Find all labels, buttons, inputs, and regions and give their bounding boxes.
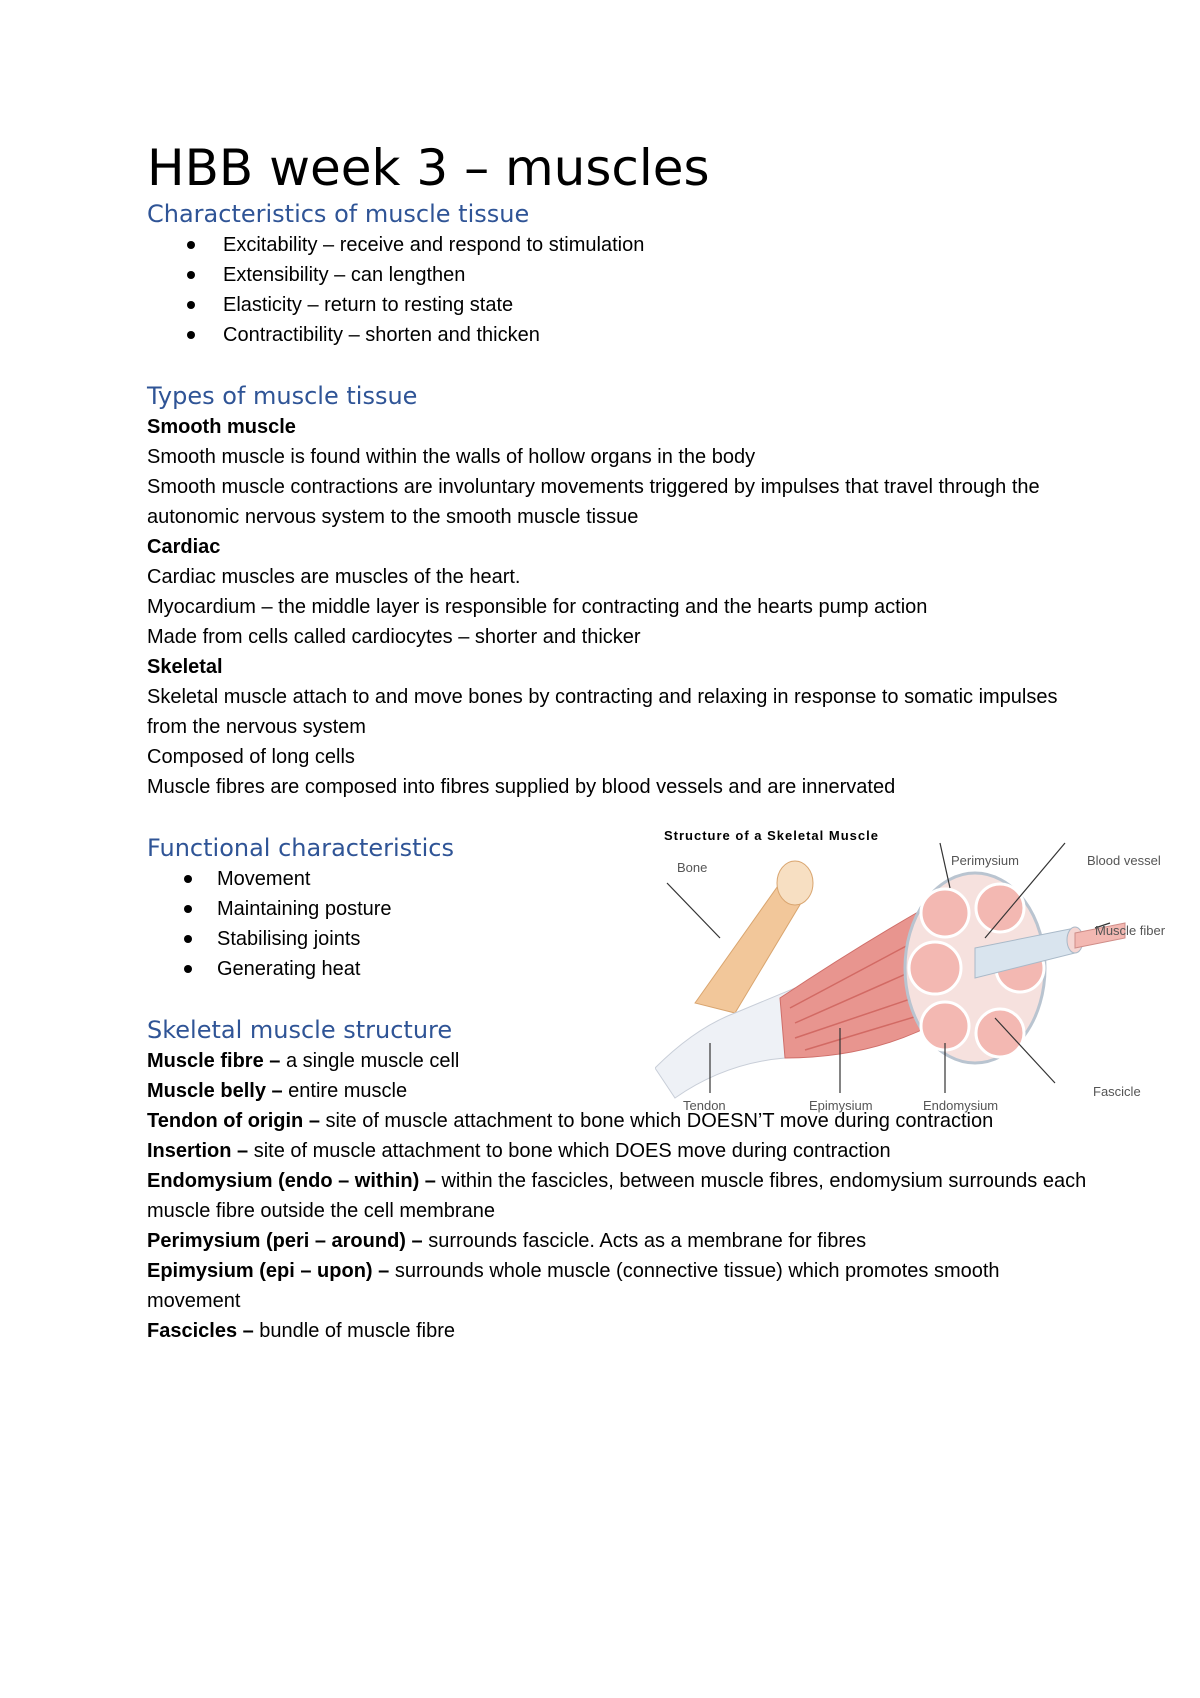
- figure-title: Structure of a Skeletal Muscle: [664, 828, 879, 843]
- skeletal-label: Skeletal: [147, 656, 223, 678]
- definition: surrounds whole muscle (connective tissue) which promotes smooth movement: [147, 1260, 1000, 1312]
- label-fascicle: Fascicle: [1093, 1084, 1141, 1099]
- term: Perimysium (peri – around) –: [147, 1230, 423, 1252]
- definition: bundle of muscle fibre: [253, 1320, 455, 1342]
- paragraph: Made from cells called cardiocytes – shorter and thicker: [147, 626, 641, 648]
- term-line: [147, 1166, 1087, 1226]
- term: Epimysium (epi – upon) –: [147, 1260, 390, 1282]
- muscle-illustration: [655, 828, 1175, 1118]
- term: Endomysium (endo – within) –: [147, 1170, 436, 1192]
- list-item: Contractibility – shorten and thicken: [147, 320, 1087, 350]
- bone-end: [777, 861, 813, 905]
- term: Fascicles –: [147, 1320, 254, 1342]
- term-line: [147, 1046, 717, 1076]
- definition: within the fascicles, between muscle fibres, endomysium surrounds each muscle fibre outside the cell membrane: [147, 1170, 1087, 1222]
- paragraph: Myocardium – the middle layer is responsible for contracting and the hearts pump action: [147, 596, 928, 618]
- term-line: [147, 1076, 717, 1106]
- muscle-structure-figure: [655, 828, 1175, 1118]
- characteristics-heading: Characteristics of muscle tissue: [147, 200, 530, 228]
- label-epimysium: Epimysium: [809, 1098, 873, 1113]
- types-section: [147, 412, 1087, 802]
- structure-section-full: [147, 1106, 1087, 1346]
- term-line: [147, 1256, 1087, 1316]
- structure-section: [147, 1046, 717, 1106]
- paragraph: Cardiac muscles are muscles of the heart.: [147, 566, 521, 588]
- functional-heading: Functional characteristics: [147, 834, 454, 862]
- list-item: Extensibility – can lengthen: [147, 260, 1087, 290]
- definition: site of muscle attachment to bone which DOES move during contraction: [248, 1140, 891, 1162]
- term-line: [147, 1136, 1087, 1166]
- term: Tendon of origin –: [147, 1110, 320, 1132]
- term-line: [147, 1316, 1087, 1346]
- list-item: Movement: [147, 864, 1087, 894]
- smooth-label: Smooth muscle: [147, 416, 296, 438]
- list-item: Maintaining posture: [147, 894, 1087, 924]
- label-blood-vessel: Blood vessel: [1087, 853, 1161, 868]
- paragraph: Smooth muscle is found within the walls of hollow organs in the body: [147, 446, 756, 468]
- structure-heading: Skeletal muscle structure: [147, 1016, 453, 1044]
- cardiac-label: Cardiac: [147, 536, 221, 558]
- label-perimysium: Perimysium: [951, 853, 1019, 868]
- list-item: Elasticity – return to resting state: [147, 290, 1087, 320]
- definition: surrounds fascicle. Acts as a membrane for fibres: [422, 1230, 867, 1252]
- term: Muscle belly –: [147, 1080, 283, 1102]
- types-heading: Types of muscle tissue: [147, 382, 418, 410]
- definition: site of muscle attachment to bone which DOESN’T move during contraction: [319, 1110, 994, 1132]
- list-item: Generating heat: [147, 954, 1087, 984]
- paragraph: Smooth muscle contractions are involuntary movements triggered by impulses that travel through the autonomic nervous system to the smooth muscle tissue: [147, 476, 1040, 528]
- list-item: Excitability – receive and respond to stimulation: [147, 230, 1087, 260]
- label-tendon: Tendon: [683, 1098, 726, 1113]
- definition: entire muscle: [282, 1080, 408, 1102]
- list-item: Stabilising joints: [147, 924, 1087, 954]
- term: Muscle fibre –: [147, 1050, 281, 1072]
- label-endomysium: Endomysium: [923, 1098, 999, 1113]
- paragraph: Skeletal muscle attach to and move bones by contracting and relaxing in response to somatic impulses from the nervous system: [147, 686, 1058, 738]
- label-muscle-fiber: Muscle fiber: [1095, 923, 1166, 938]
- definition: a single muscle cell: [280, 1050, 460, 1072]
- characteristics-list: [147, 230, 1087, 350]
- paragraph: Composed of long cells: [147, 746, 355, 768]
- paragraph: Muscle fibres are composed into fibres supplied by blood vessels and are innervated: [147, 776, 896, 798]
- label-bone: Bone: [677, 860, 708, 875]
- page-title: HBB week 3 – muscles: [147, 139, 710, 197]
- term: Insertion –: [147, 1140, 249, 1162]
- term-line: [147, 1226, 1087, 1256]
- document-page: [147, 138, 1087, 1346]
